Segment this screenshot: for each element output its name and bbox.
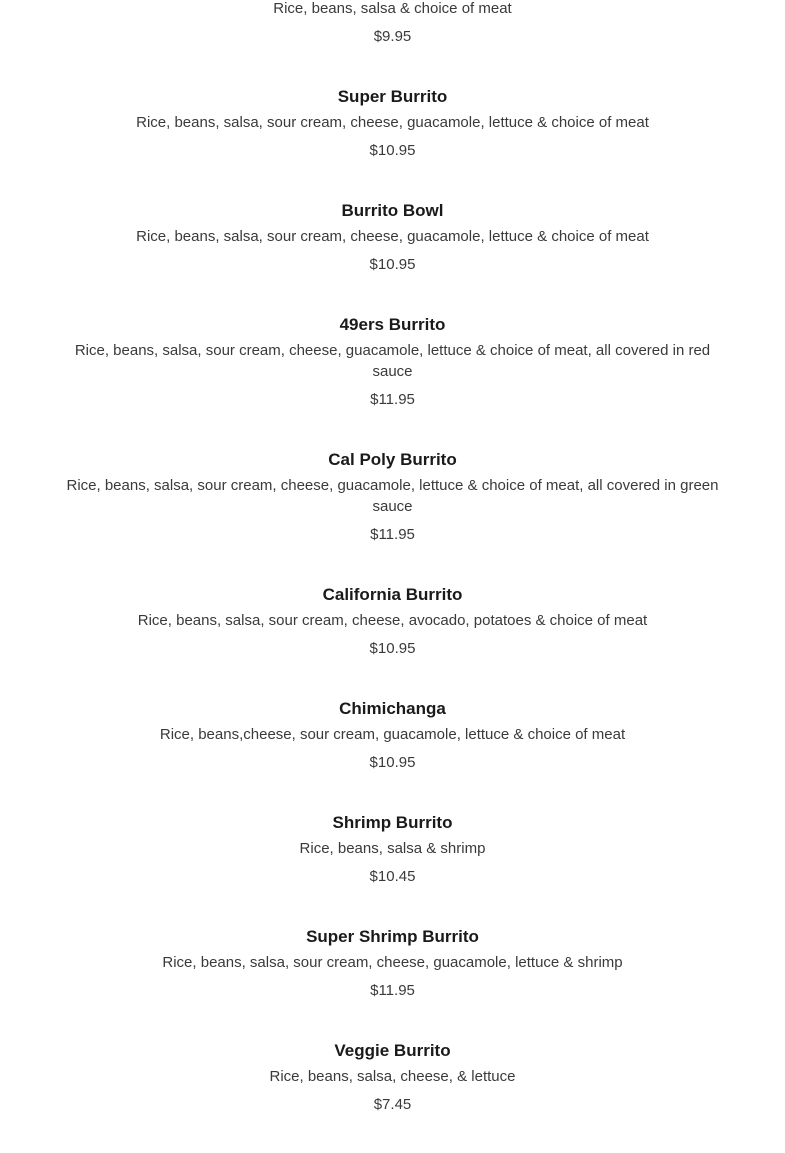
menu-item-description: Rice, beans, salsa, sour cream, cheese, guacamole, lettuce & choice of meat, all covered in red sauce bbox=[74, 342, 711, 380]
menu-item-description: Rice, beans,cheese, sour cream, guacamole, lettuce & choice of meat bbox=[159, 726, 626, 743]
menu-item-name: Super Shrimp Burrito bbox=[306, 927, 479, 946]
menu-item-description: Rice, beans, salsa, sour cream, cheese, guacamole, lettuce & choice of meat bbox=[136, 228, 649, 245]
menu-item-49ers-burrito bbox=[50, 314, 735, 410]
menu-item-name: Burrito Bowl bbox=[341, 201, 444, 220]
menu-item-name: Cal Poly Burrito bbox=[328, 450, 457, 469]
menu-item-price: $10.95 bbox=[369, 640, 416, 657]
menu-item-super-burrito bbox=[50, 86, 735, 161]
menu-item-description: Rice, beans, salsa & shrimp bbox=[299, 840, 486, 857]
menu-item-price: $11.95 bbox=[370, 526, 415, 543]
menu-item-description: Rice, beans, salsa, sour cream, cheese, guacamole, lettuce & choice of meat bbox=[136, 114, 649, 131]
menu-item-name: Shrimp Burrito bbox=[332, 813, 453, 832]
menu-item-veggie-burrito bbox=[50, 1040, 735, 1115]
menu-item-description: Rice, beans, salsa, sour cream, cheese, guacamole, lettuce & choice of meat, all covered in green sauce bbox=[66, 477, 719, 515]
menu-item-description: Rice, beans, salsa, cheese, & lettuce bbox=[269, 1068, 516, 1085]
menu-item-california-burrito bbox=[50, 584, 735, 659]
menu-item-price: $10.95 bbox=[369, 256, 416, 273]
menu-item-chimichanga bbox=[50, 698, 735, 773]
menu-item-price: $10.45 bbox=[369, 868, 416, 885]
menu-item-price: $9.95 bbox=[373, 28, 412, 45]
menu-item-description: Rice, beans, salsa, sour cream, cheese, guacamole, lettuce & shrimp bbox=[162, 954, 623, 971]
menu-item-name: Veggie Burrito bbox=[334, 1041, 451, 1060]
menu-item-shrimp-burrito bbox=[50, 812, 735, 887]
menu-item-price: $11.95 bbox=[370, 982, 415, 999]
menu-item-name: Chimichanga bbox=[339, 699, 446, 718]
menu-item-name: 49ers Burrito bbox=[339, 315, 446, 334]
menu-item-regular-burrito bbox=[50, 0, 735, 47]
menu-item-name: Super Burrito bbox=[337, 87, 448, 106]
menu-item-price: $11.95 bbox=[370, 391, 415, 408]
menu-item-burrito-bowl bbox=[50, 200, 735, 275]
menu-item-price: $10.95 bbox=[369, 754, 416, 771]
menu-item-price: $10.95 bbox=[369, 142, 416, 159]
menu-item-description: Rice, beans, salsa, sour cream, cheese, avocado, potatoes & choice of meat bbox=[137, 612, 648, 629]
menu-item-description: Rice, beans, salsa & choice of meat bbox=[273, 0, 512, 17]
menu-item-cal-poly-burrito bbox=[50, 449, 735, 545]
menu-item-name: California Burrito bbox=[322, 585, 463, 604]
menu-item-price: $7.45 bbox=[373, 1096, 412, 1113]
menu-item-super-shrimp-burrito bbox=[50, 926, 735, 1001]
